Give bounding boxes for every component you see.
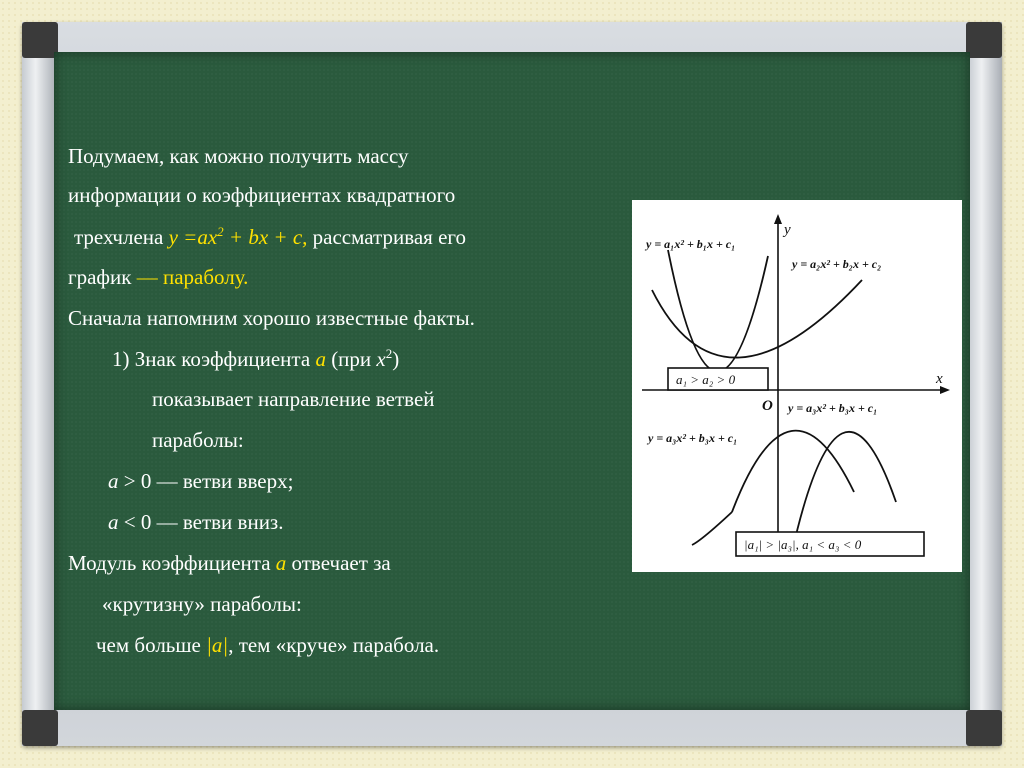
condition-text-top: a₁ > a₂ > 0 <box>676 372 736 387</box>
text-span: трехчлена <box>74 225 169 249</box>
coef-a: a <box>315 347 326 371</box>
text-span: показывает направление ветвей <box>152 387 435 411</box>
chalkboard <box>54 52 970 710</box>
graph-label-4: y = a₃x² + b₃x + c₁ <box>648 431 738 445</box>
text-line-7 <box>152 387 435 412</box>
text-span: Модуль коэффициента <box>68 551 276 575</box>
text-line-11: Модуль коэффициента a отвечает за <box>68 551 391 575</box>
text-line-2 <box>68 183 455 208</box>
coef-a: a <box>108 510 119 534</box>
text-line-6: 1) Знак коэффициента a (при $x^2$) <box>112 346 400 371</box>
graph-label-3: y = a₃x² + b₃x + c₁ <box>788 401 878 415</box>
parabola-a3-tail <box>692 512 732 545</box>
text-span: параболы: <box>152 428 244 452</box>
coef-abs-a: |a| <box>206 633 229 657</box>
graph-label-2: y = a₂x² + b₂x + c₂ <box>792 257 882 271</box>
text-line-8 <box>152 428 244 453</box>
coef-a: a <box>275 551 287 575</box>
parabola-a2 <box>652 280 862 358</box>
x-axis-arrow <box>940 386 950 394</box>
text-span: рассматривая его <box>307 225 466 249</box>
text-line-3 <box>74 224 466 250</box>
text-line-9: a > 0 — ветви вверх; <box>108 469 294 493</box>
parabola-a1 <box>668 250 768 372</box>
text-line-4 <box>68 265 248 290</box>
text-span: график <box>68 265 137 289</box>
text-span: Сначала напомним хорошо известные факты. <box>68 306 475 330</box>
parabola-a3 <box>732 431 854 512</box>
text-line-12 <box>102 592 302 617</box>
formula: $y =ax^2$ + bx + c, <box>168 224 308 249</box>
graph-label-1: y = a₁x² + b₁x + c₁ <box>646 237 736 251</box>
text-span: «крутизну» параболы: <box>102 592 302 616</box>
y-axis-label: y <box>784 222 791 238</box>
text-span: чем больше <box>96 633 207 657</box>
frame-corner <box>22 710 58 746</box>
text-line-13: чем больше |a|, тем «круче» парабола. <box>96 633 440 657</box>
highlight-text: — параболу. <box>136 265 249 289</box>
coef-a: a <box>108 469 119 493</box>
text-span: 1) Знак коэффициента <box>112 347 316 371</box>
frame-corner <box>966 22 1002 58</box>
text-line-5 <box>68 306 475 331</box>
origin-label: O <box>762 398 773 414</box>
parabola-diagram <box>632 200 962 572</box>
y-axis-arrow <box>774 214 782 224</box>
text-line-1 <box>68 144 409 169</box>
frame-corner <box>22 22 58 58</box>
condition-text-bottom: |a₁| > |a₃|, a₁ < a₃ < 0 <box>744 537 862 552</box>
text-span: Подумаем, как можно получить массу <box>68 144 409 168</box>
frame-corner <box>966 710 1002 746</box>
text-line-10: a < 0 — ветви вниз. <box>108 510 284 534</box>
frame-right-rail <box>968 22 1002 746</box>
parabola-svg <box>632 200 962 572</box>
x-axis-label: x <box>936 371 943 387</box>
text-span: информации о коэффициентах квадратного <box>68 183 456 207</box>
frame-left-rail <box>22 22 56 746</box>
